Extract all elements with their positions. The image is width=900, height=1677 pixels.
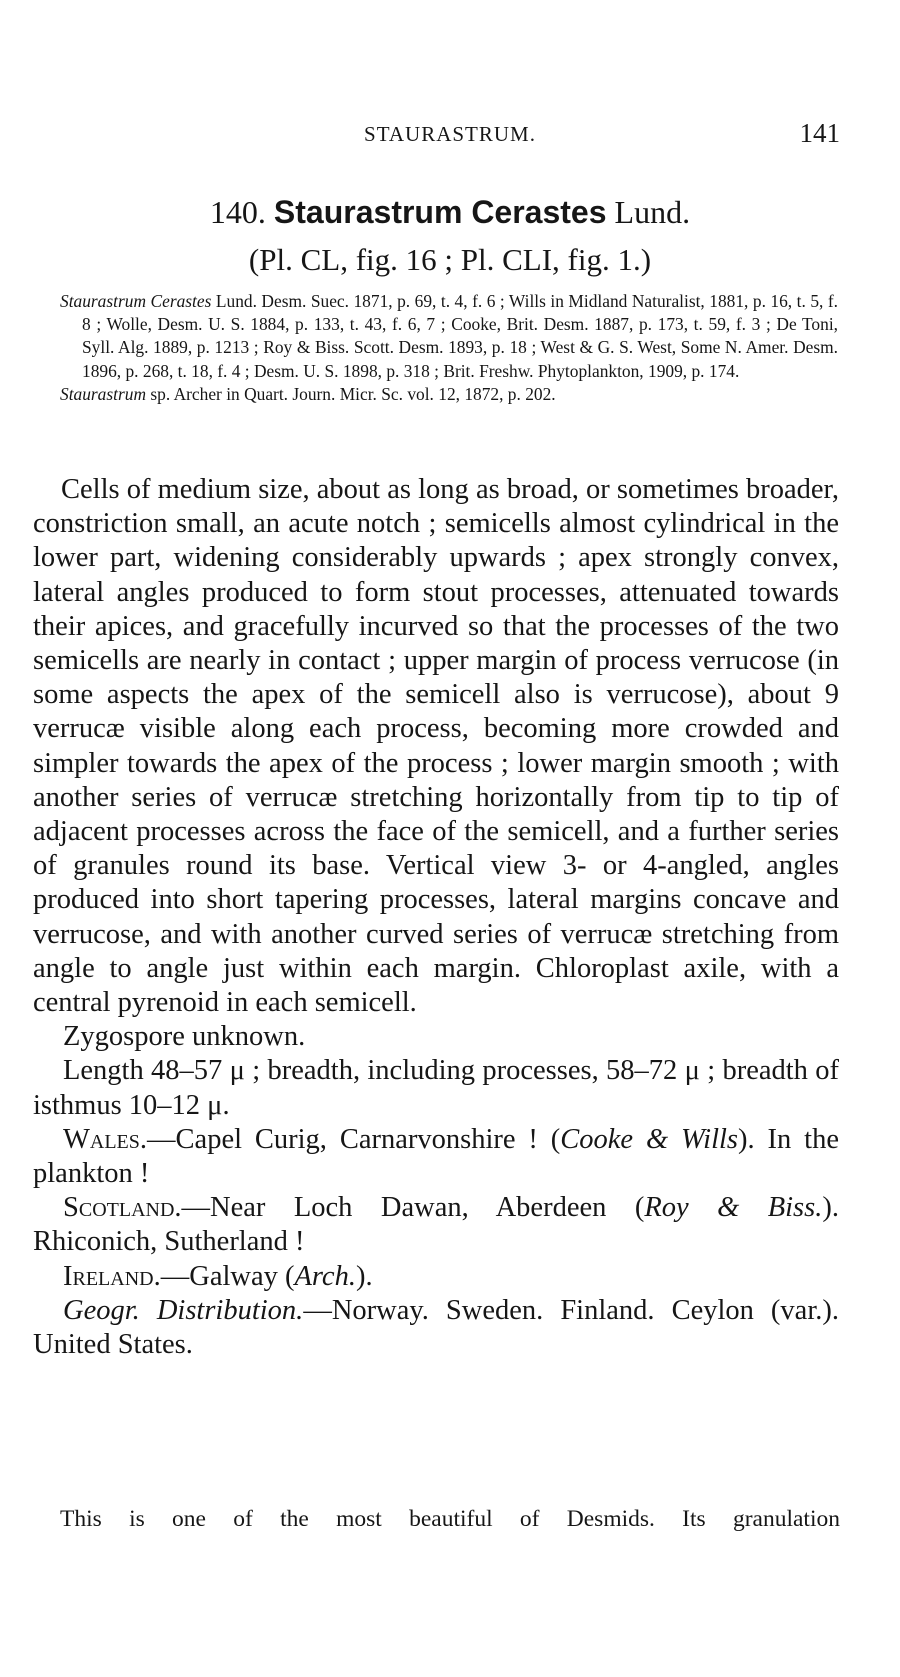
locality-text: —Galway ( bbox=[160, 1260, 295, 1292]
locality-text: —Capel Curig, Carnarvonshire ! ( bbox=[147, 1123, 561, 1155]
species-number: 140. bbox=[209, 194, 266, 230]
note-paragraph: This is one of the most beautiful of Desmids. Its granulation bbox=[60, 1506, 840, 1532]
synonym-name: Staurastrum Cerastes bbox=[60, 291, 212, 311]
running-title: STAURASTRUM. bbox=[364, 122, 536, 146]
synonymy-list bbox=[60, 290, 838, 406]
distribution-label: Geogr. Distribution. bbox=[63, 1294, 304, 1326]
locality-label: Scotland. bbox=[63, 1192, 182, 1224]
distribution-text: —Norway. Sweden. Finland. Ceylon (var.). United States. bbox=[33, 1294, 839, 1361]
description-paragraph: Cells of medium size, about as long as broad, or sometimes broader, constriction small, an acute notch ; semicells almost cylindrical in the lower part, widening considerably upwards ; apex strongly convex, lateral angles produced to form stout processes, attenuated towards their apices, and gracefully incurved so that the processes of the two semicells are nearly in contact ; upper margin of process verrucose (in some aspects the apex of the semicell also is verrucose), about 9 verrucæ visible along each process, becoming more crowded and simpler towards the apex of the process ; lower margin smooth ; with another series of verrucæ stretching horizontally from tip to tip of adjacent processes across the face of the semicell, and a further series of granules round its base. Vertical view 3- or 4-angled, angles produced into short tapering processes, lateral margins concave and verrucose, and with another curved series of verrucæ stretching from angle to angle just within each margin. Chloroplast axile, with a central pyrenoid in each semicell. bbox=[33, 474, 839, 1019]
synonymy-entry bbox=[60, 290, 838, 383]
locality-reference: Arch. bbox=[294, 1260, 356, 1292]
page-number: 141 bbox=[799, 118, 840, 148]
species-heading bbox=[60, 194, 840, 230]
locality-ireland bbox=[33, 1260, 839, 1294]
zygospore-paragraph: Zygospore unknown. bbox=[63, 1021, 306, 1053]
locality-label: Ireland. bbox=[63, 1260, 161, 1292]
locality-scotland bbox=[33, 1191, 839, 1259]
dimensions-paragraph: Length 48–57 μ ; breadth, including processes, 58–72 μ ; breadth of isthmus 10–12 μ. bbox=[33, 1055, 839, 1121]
species-binomial: Staurastrum Cerastes bbox=[273, 194, 607, 230]
locality-reference: Roy & Biss. bbox=[644, 1192, 823, 1224]
synonym-citation: Lund. Desm. Suec. 1871, p. 69, t. 4, f. 6 ; Wills in Midland Naturalist, 1881, p. 16, t. 5, f. 8 ; Wolle, Desm. U. S. 1884, p. 133, t. 43, f. 6, 7 ; Cooke, Brit. Desm. 1887, p. 173, t. 59, f. 3 ; De Toni, Syll. Alg. 1889, p. 1213 ; Roy & Biss. Scott. Desm. 1893, p. 18 ; West & G. S. West, Some N. Amer. Desm. 1896, p. 268, t. 18, f. 4 ; Desm. U. S. 1898, p. 318 ; Brit. Freshw. Phytoplankton, 1909, p. 174. bbox=[82, 291, 839, 381]
locality-rest: ). In the plankton ! bbox=[33, 1123, 839, 1190]
locality-rest: ). Rhiconich, Sutherland ! bbox=[33, 1192, 839, 1258]
synonym-name: Staurastrum bbox=[60, 383, 147, 404]
locality-text: —Near Loch Dawan, Aberdeen ( bbox=[181, 1192, 645, 1224]
locality-label: Wales. bbox=[63, 1123, 148, 1155]
plate-reference: (Pl. CL, fig. 16 ; Pl. CLI, fig. 1.) bbox=[248, 242, 652, 277]
species-description bbox=[33, 473, 839, 1362]
locality-wales bbox=[33, 1123, 839, 1191]
running-head bbox=[60, 118, 840, 150]
geographic-distribution bbox=[33, 1294, 839, 1362]
synonymy-entry bbox=[60, 383, 838, 406]
species-authority: Lund. bbox=[614, 194, 691, 230]
locality-reference: Cooke & Wills bbox=[560, 1123, 739, 1155]
locality-rest: ). bbox=[355, 1260, 373, 1292]
synonym-citation: sp. Archer in Quart. Journ. Micr. Sc. vol. 12, 1872, p. 202. bbox=[150, 383, 556, 404]
